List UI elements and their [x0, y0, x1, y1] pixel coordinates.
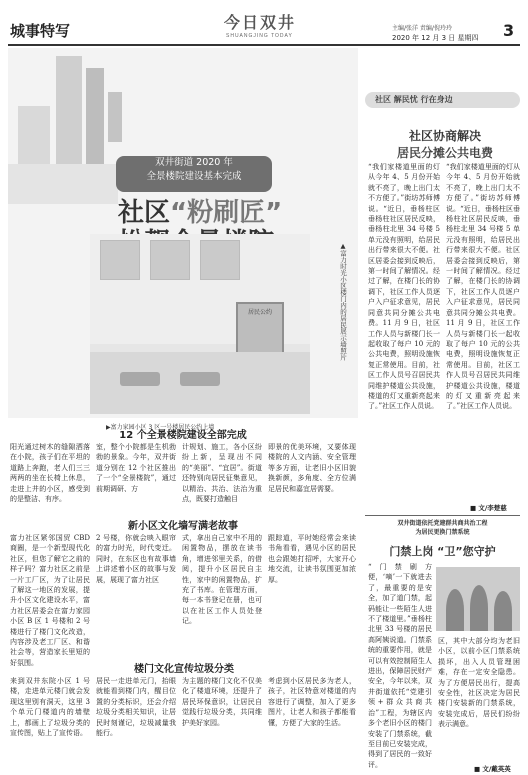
box-photo — [436, 567, 520, 631]
box-kicker-1: 双井街道依托党建群共商共治工程 — [397, 520, 488, 527]
kicker-line-2: 全景楼院建设基本完成 — [146, 171, 242, 182]
side-body-col-2 — [446, 162, 520, 502]
side-body-col-1: “我们家楼道里面的灯从今年 4、5 月份开始就不亮了，晚上出门太不方便了。”街坊苏师傅说。“近日，垂杨柱区垂杨柱社区居民反映，垂杨柱北里 34 号楼 5 单元没有照明，给居民出行带来很大不便。社区居委会接到反映后，第一时间了解情况。经过了解，在楼门长的协调下，社区工作人员逐户入户征求意见，居民同意共同分摊公共电费。11 月 9 日，社区工作人员与新楼门长一起收取了每户 10 元的公共电费，照明设施恢复正常使用。目前，社区工作人员号召居民共同维护楼道公共设施，楼道的灯又重新亮起来了。”社区工作人员说。 — [368, 163, 440, 411]
photo-caption: ▶富力家园小区 3 区一号楼居民公约上墙 — [106, 424, 215, 431]
story-col-1: 阳光通过树木的缝隙洒落在小院，孩子们在平坦的道路上奔跑，老人们三三两两的坐在长椅上休息，走进上井的小区，感受到的是整洁、有序。 — [10, 443, 90, 504]
stairs-graphic — [8, 164, 118, 204]
story-col-1b: 富力社区紧邻国贸 CBD 商圈，是一个新型现代化社区，但您了解它之前的样子吗？富力社区之前是一片工厂区，为了让居民了解这一地区的发展，提升小区文化建设水平，富力社区居委会在富力家园小区 B 区 1 号楼和 2 号楼进行了楼门文化改造，内容涉及老工厂区、和谐社会等，营造家长里短的好氛围。 — [10, 534, 90, 667]
side-pill-label: 社区 解民忧 行在身边 — [375, 95, 453, 104]
headline-part-1: 社区 — [118, 198, 171, 228]
building-graphic — [108, 92, 122, 142]
photo-window — [200, 240, 240, 280]
box-col-2: 区，其中大部分均为老旧小区，以前小区门禁系统损坏，出入人员管理困难，存在一定安全隐患。为了方便居民出行，提高安全性，社区决定为居民楼门安装新的门禁系统，安装完成后，居民们纷纷表示满意。 — [438, 637, 520, 729]
photo-person — [470, 585, 488, 631]
photo-person — [446, 589, 464, 631]
photo-person — [494, 591, 512, 631]
box-byline: ■ 文/戴英英 — [474, 765, 511, 773]
story-col-4c: 考虑到小区居民多为老人，孩子，社区特意对楼道的内容进行了调整，加入了更多图片，让老人和孩子都能看懂，方便了大家的生活。 — [268, 677, 356, 727]
side-body-continued: “我们家楼道里面的灯从今年 4、5 月份开始就不亮了，晚上出门太不方便了。”街坊苏师傅说。“近日，垂杨柱区垂杨柱社区居民反映，垂杨柱北里 34 号楼 5 单元没有照明，给居民出行带来很大不便。社区居委会接到反映后，第一时间了解情况。经过了解，在楼门长的协调下，社区工作人员逐户入户征求意见，居民同意共同分摊公共电费。11 月 9 日，社区工作人员与新楼门长一起收取了每户 10 元的公共电费，照明设施恢复正常使用。目前，社区工作人员号召居民共同维护楼道公共设施，楼道的灯又重新亮起来了。”社区工作人员说。 — [446, 163, 520, 411]
building-graphic — [56, 56, 82, 166]
photo-window — [100, 240, 140, 280]
kicker-tag — [116, 156, 272, 192]
header-rule — [8, 44, 520, 46]
editors-line: 主编/张洋 责编/倪玲玲 — [392, 25, 452, 32]
story-col-2c: 居民一走进单元门，抬眼就能看到楼门内，醒目位置的分类标识，还会介绍垃圾分类相关知识，让居民时刻谨记，垃圾减量我能行。 — [96, 677, 176, 738]
box-rule — [365, 515, 520, 516]
story-col-4b: 跟踪道，平时她经常会来读书角看看，遇见小区的居民也会跟她打招呼，大家开心地交流，让读书氛围更加浓厚。 — [268, 534, 356, 584]
side-byline: ■ 文/李楚慈 — [470, 504, 507, 512]
side-headline-2: 居民分摊公共电费 — [396, 146, 493, 160]
photo-bench — [180, 372, 220, 386]
photo-bench — [120, 372, 160, 386]
story-col-1c: 来到双井东院小区 1 号楼，走进单元楼门就会发现这里别有洞天，这里 3 个单元门楼道内的墙壁上，都画上了垃圾分类的宣传图，贴上了宣传语。 — [10, 677, 90, 738]
kicker-line-1: 双井街道 2020 年 — [155, 157, 233, 168]
lead-banner — [8, 48, 358, 418]
story-subheading-2: 楼门文化宣传垃圾分类 — [134, 664, 234, 675]
story-col-3b: 式，拿出自己家中不用的闲置物品，摆放在读书角，增进邻里关系，的借阅，提升小区居民自主性，家中的闲置物品，扩充了书库。在管理方面，每一本书登记在册，也可以在社区工作人员处登记。 — [182, 534, 262, 626]
side-pill — [365, 92, 520, 108]
headline-quote: “粉刷匠” — [170, 198, 283, 228]
box-headline: 门禁上岗 “卫”您守护 — [389, 545, 496, 558]
box-kicker-2: 为居民更换门禁系统 — [415, 529, 470, 536]
building-graphic — [86, 68, 104, 166]
vertical-caption: ▲富力时光小区楼门内的居民展示墙照片 — [339, 242, 347, 361]
story-subheading-1: 新小区文化墙写满老故事 — [128, 521, 238, 532]
box-col-1: “门禁刷方便，‘嘀’一下就进去了，最重要的是安全，加了道门禁，起码能让一些陌生人进不了楼道里。”垂杨柱北里 33 号楼的居民高阿姨说道。门禁系统的重要作用，就是可以有效控制陌生人进出，保障居民财产安全，今年以来，双井街道依托“党建引领+群众共商共治”工程，为辖区内多个老旧小区的楼门安装了门禁系统，截至目前已安装完成，得到了居民的一致好评。 — [368, 563, 432, 769]
story-col-4: 即景的优美环境，又要体现楼院的人文内涵、安全管理等多方面，让老旧小区旧貌换新颜，多角度、全方位满足居民和嘉宜居需要。 — [268, 443, 356, 493]
page-number: 3 — [503, 21, 515, 40]
notice-board — [236, 302, 284, 354]
story-col-3: 计规划、施工，各小区纷纷上新，呈现出不同的“美丽”、“宜居”。街道还特别向居民征集意见，以精治、共治、法治为重点，既要打造触目 — [182, 443, 262, 504]
date-line: 2020 年 12 月 3 日 星期四 — [392, 34, 479, 42]
building-graphic — [18, 106, 50, 166]
lead-photo — [90, 234, 310, 414]
story-col-2b: 2 号楼，你就会映入眼帘的富力时光，时代变迁。同时，在东区也有故事墙上讲述着小区的故事与发展，展现了富力社区 — [96, 534, 176, 584]
page-header — [0, 0, 528, 46]
newspaper-logo-sub: SHUANGJING TODAY — [226, 33, 293, 39]
notice-board-title: 居民公约 — [247, 309, 272, 316]
story-heading: 12 个全景楼院建设全部完成 — [119, 430, 247, 441]
section-title: 城事特写 — [10, 22, 71, 40]
newspaper-logo: 今日双井 — [224, 13, 297, 32]
story-col-2: 室，整个小院都是生机勃勃的景象。今年，双井街道分别在 12 个社区推出了一个“全景楼院”，通过前期调研、方 — [96, 443, 176, 493]
side-headline-1: 社区协商解决 — [408, 129, 481, 143]
story-col-3c: 为主题的楼门文化不仅美化了楼道环境，还提升了居民环保意识，让居民自觉践行垃圾分类，共同维护美好家园。 — [182, 677, 262, 727]
photo-window — [150, 240, 190, 280]
